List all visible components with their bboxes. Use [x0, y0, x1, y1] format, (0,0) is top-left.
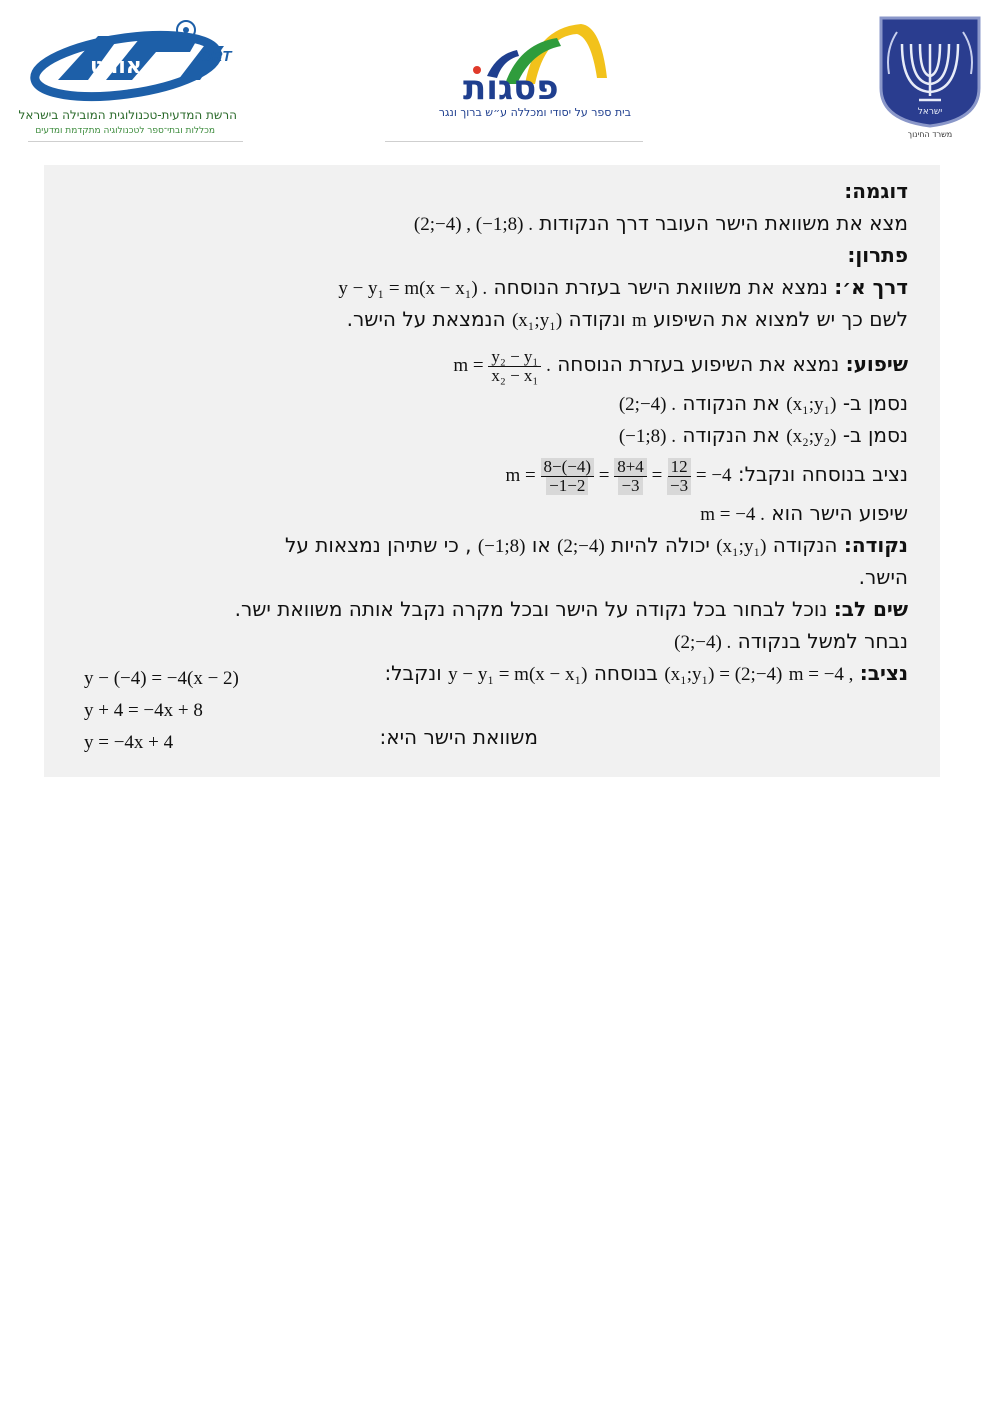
point-p1: (2;−4)	[557, 536, 605, 557]
choose-line	[63, 625, 908, 657]
mark1-line	[63, 387, 908, 419]
psagot-logo	[385, 18, 643, 142]
way-line	[63, 271, 908, 303]
psagot-tagline: בית ספר על יסודי ומכללה ע״ש ברוך ונגר	[438, 106, 631, 119]
point-text-2: יכולה להיות	[611, 533, 710, 557]
calc-lhs: m =	[505, 465, 536, 486]
calc-fraction-3	[667, 458, 691, 495]
example-content	[63, 175, 908, 753]
calc-f1-num: 8−(−4)	[541, 458, 595, 477]
menorah-emblem-icon	[873, 14, 987, 128]
state-emblem	[873, 14, 987, 142]
way-text: נמצא את משוואת הישר בעזרת הנוסחה	[493, 275, 828, 299]
ort-tagline: הרשת המדעית-טכנולוגית המובילה בישראל	[18, 108, 237, 122]
mark2-text-1: נסמן ב-	[842, 423, 908, 447]
page-header	[0, 0, 1000, 150]
calc-eq-2: =	[651, 465, 663, 486]
plug-text: נציב בנוסחה ונקבל:	[737, 462, 908, 486]
slope-fraction-den: x₂ − x₁	[491, 366, 539, 386]
ort-divider	[28, 141, 243, 142]
task-points: (2;−4) , (−1;8) .	[413, 214, 533, 235]
slope-fraction-num: y₂ − y₁	[488, 348, 541, 367]
substitution-label: נציב:	[859, 661, 908, 685]
calc-result: = −4	[695, 465, 732, 486]
mark1-point: (2;−4) .	[618, 394, 676, 415]
ort-logo	[18, 18, 243, 142]
point-text-3: , כי שתיהן נמצאות על	[285, 533, 472, 557]
mark1-text-1: נסמן ב-	[842, 391, 908, 415]
point-text-4: הישר.	[858, 565, 908, 589]
way-formula: y − y₁ = m(x − x₁) .	[338, 278, 488, 299]
slope-fraction	[488, 348, 541, 385]
example-heading: דוגמה:	[844, 179, 908, 203]
equation-3: y = −4x + 4	[84, 732, 174, 753]
calc-f2-den: −3	[618, 477, 642, 495]
calc-fraction-2	[614, 458, 647, 495]
psagot-divider	[385, 141, 643, 142]
task-text: מצא את משוואת הישר העובר דרך הנקודות	[539, 211, 908, 235]
choose-point: (2;−4) .	[674, 632, 732, 653]
slope-result-text: שיפוע הישר הוא	[771, 501, 908, 525]
note-text: נוכל לבחור בכל נקודה על הישר ובכל מקרה נקבל אותה משוואת ישר.	[234, 597, 828, 621]
mark2-sym: (x₂;y₂)	[786, 426, 837, 447]
need-m: m	[631, 310, 647, 331]
plug-line	[63, 451, 908, 497]
slope-result-value: m = −4 .	[700, 504, 765, 525]
slope-result-line	[63, 497, 908, 529]
point-label: נקודה:	[843, 533, 908, 557]
substitution-point: (x₁;y₁) = (2;−4)	[664, 664, 783, 685]
calc-eq-1: =	[598, 465, 610, 486]
substitution-get: ונקבל:	[384, 661, 442, 685]
slope-calculation	[506, 453, 732, 499]
need-line	[63, 303, 908, 335]
mark1-sym: (x₁;y₁)	[786, 394, 837, 415]
note-label: שים לב:	[833, 597, 908, 621]
note-line	[63, 593, 908, 625]
calc-f3-den: −3	[667, 477, 691, 495]
slope-text: נמצא את השיפוע בעזרת הנוסחה	[557, 352, 840, 376]
point-text-1: הנקודה	[772, 533, 838, 557]
substitution-formula: y − y₁ = m(x − x₁)	[448, 664, 588, 685]
slope-line	[63, 341, 908, 387]
need-text-3: הנמצאת על הישר.	[346, 307, 506, 331]
ort-subtagline: מכללות ובתי־ספר לטכנולוגיה מתקדמת ומדעים	[35, 126, 215, 136]
choose-text: נבחר למשל בנקודה	[737, 629, 908, 653]
mark1-text-2: את הנקודה	[682, 391, 780, 415]
mark2-point: (−1;8) .	[618, 426, 676, 447]
slope-label: שיפוע:	[845, 352, 908, 376]
psagot-name: פסגות	[463, 68, 559, 108]
way-label: דרך א׳:	[834, 275, 908, 299]
point-p2: (−1;8)	[477, 536, 526, 557]
emblem-inscription: ישראל	[917, 107, 943, 117]
need-text-1: לשם כך יש למצוא את השיפוע	[653, 307, 908, 331]
point-or: או	[531, 533, 551, 557]
calc-f2-num: 8+4	[614, 458, 647, 477]
slope-formula	[453, 343, 550, 389]
need-point: (x₁;y₁)	[511, 310, 563, 331]
solution-heading: פתרון:	[847, 243, 908, 267]
calc-f3-num: 12	[668, 458, 691, 477]
ort-brand: אורט	[90, 54, 142, 79]
emblem-caption: משרד החינוך	[907, 130, 953, 139]
need-text-2: ונקודה	[568, 307, 626, 331]
equation-1: y − (−4) = −4(x − 2)	[84, 668, 239, 689]
task-line	[63, 207, 908, 239]
equation-2: y + 4 = −4x + 8	[84, 700, 203, 721]
ort-latin: ORT	[200, 48, 232, 65]
calc-fraction-1	[541, 458, 595, 495]
slope-formula-end: .	[546, 355, 551, 376]
mark2-text-2: את הנקודה	[682, 423, 780, 447]
mark2-line	[63, 419, 908, 451]
example-panel	[44, 165, 940, 777]
final-line	[63, 721, 908, 753]
point-line	[63, 529, 908, 561]
point-line-2	[63, 561, 908, 593]
substitution-m: m = −4 ,	[788, 664, 854, 685]
final-label: משוואת הישר היא:	[379, 725, 538, 749]
point-sym: (x₁;y₁)	[716, 536, 767, 557]
substitution-in-formula: בנוסחה	[593, 661, 658, 685]
calc-f1-den: −1−2	[546, 477, 588, 495]
slope-formula-lhs: m =	[453, 355, 484, 376]
